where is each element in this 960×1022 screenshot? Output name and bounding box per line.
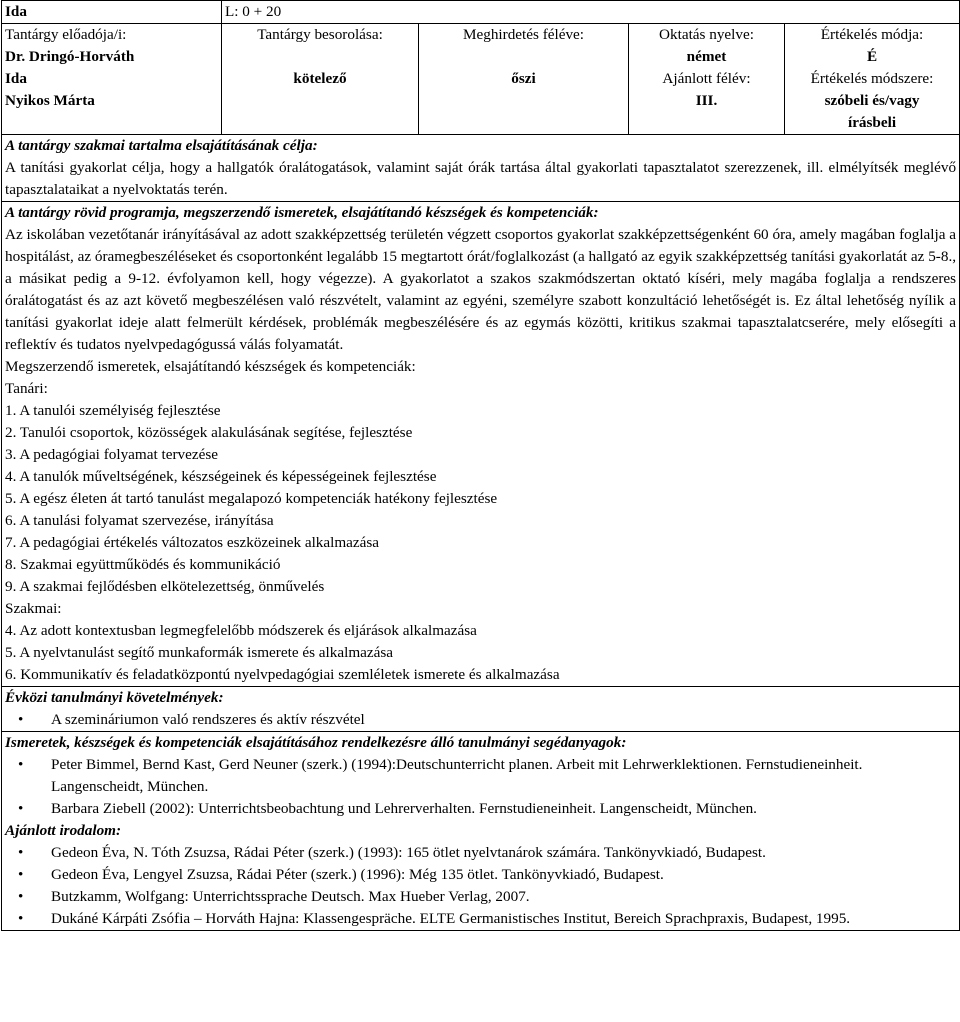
recommended-semester-label: Ajánlott félév: — [662, 70, 751, 87]
literature-list — [5, 842, 956, 930]
semester-value: őszi — [511, 70, 536, 87]
materials-list — [5, 754, 956, 820]
requirements-cell — [2, 687, 960, 732]
list-item: • Peter Bimmel, Bernd Kast, Gerd Neuner (szerk.) (1994):Deutschunterricht planen. Arbeit mit Lehrwerklektionen. Fernstudieneinheit. Langenscheidt, München. — [51, 754, 956, 798]
professional-competency-item: 4. Az adott kontextusban legmegfelelőbb módszerek és eljárások alkalmazása — [5, 622, 477, 639]
literature-heading: Ajánlott irodalom: — [5, 822, 122, 839]
goal-text: A tanítási gyakorlat célja, hogy a hallgatók óralátogatások, valamint saját órák tartása által gyakorlati tapasztalatot szerezzenek, ill. elmélyítsék meglévő tapasztalataikat a nyelvoktatás terén. — [5, 159, 957, 198]
program-paragraph: Az iskolában vezetőtanár irányításával az adott szakképzettség területén végzett csoportos gyakorlat szakképzettségenként 60 óra, amely magában foglalja a hospitálást, az óramegbeszéléseket és csoportonként legalább 15 megtartott órát/foglalkozást (a hallgató az egyik szakképzettség tanítási gyakorlatát az 5-8., a másikat pedig a 9-12. évfolyamon kell, hogy végezze). A gyakorlatot a szakos szakmódszertan oktató kíséri, mely magába foglalja a rendszeres óralátogatást és az azt követő megbeszélésen való részvételt, valamint az egyéni, személyre szabott konzultáció lehetőségét is. Ez által lehetőség nyílik a tanítási gyakorlat ideje alatt felmerült kérdések, problémák megbeszélésére és az egymás közötti, kritikus szakmai tapasztalatcserére, mely elősegíti a reflektív és tudatos nyelvpedagógussá válás folyamatát. — [5, 226, 957, 353]
teacher-competency-item: 7. A pedagógiai értékelés változatos eszközeinek alkalmazása — [5, 534, 380, 551]
eval-method-value-2: írásbeli — [847, 114, 897, 131]
eval-mode-value: É — [866, 48, 878, 65]
list-item: • Gedeon Éva, N. Tóth Zsuzsa, Rádai Péter (szerk.) (1993): 165 ötlet nyelvtanárok számára. Tankönyvkiadó, Budapest. — [51, 842, 956, 864]
professional-competency-item: 5. A nyelvtanulást segítő munkaformák ismerete és alkalmazása — [5, 644, 394, 661]
list-item: • Butzkamm, Wolfgang: Unterrichtssprache Deutsch. Max Hueber Verlag, 2007. — [51, 886, 956, 908]
eval-method-label: Értékelés módszere: — [810, 70, 934, 87]
credits-cell — [222, 1, 960, 24]
competencies-label: Megszerzendő ismeretek, elsajátítandó készségek és kompetenciák: — [5, 358, 416, 375]
materials-heading: Ismeretek, készségek és kompetenciák elsajátításához rendelkezésre álló tanulmányi segédanyagok: — [5, 734, 627, 751]
goal-cell — [2, 135, 960, 202]
semester-label: Meghirdetés féléve: — [462, 26, 585, 43]
list-item: • A szemináriumon való rendszeres és aktív részvétel — [51, 709, 956, 731]
lecturer-cell — [2, 24, 222, 135]
requirements-list — [5, 709, 956, 731]
requirements-heading: Évközi tanulmányi követelmények: — [5, 689, 224, 706]
teacher-competency-item: 5. A egész életen át tartó tanulást megalapozó kompetenciák hatékony fejlesztése — [5, 490, 498, 507]
classification-cell — [222, 24, 419, 135]
teacher-competency-item: 6. A tanulási folyamat szervezése, irányítása — [5, 512, 274, 529]
professional-competency-item: 6. Kommunikatív és feladatközpontú nyelvpedagógiai szemléletek ismerete és alkalmazása — [5, 666, 560, 683]
teacher-competency-item: 4. A tanulók műveltségének, készségeinek és képességeinek fejlesztése — [5, 468, 437, 485]
teacher-competency-item: 9. A szakmai fejlődésben elkötelezettség, önművelés — [5, 578, 325, 595]
list-item: • Gedeon Éva, Lengyel Zsuzsa, Rádai Péter (szerk.) (1996): Még 135 ötlet. Tankönyvkiadó, Budapest. — [51, 864, 956, 886]
language-cell — [629, 24, 785, 135]
program-heading: A tantárgy rövid programja, megszerzendő ismeretek, elsajátítandó készségek és kompetenciák: — [5, 204, 599, 221]
credits: L: 0 + 20 — [225, 3, 282, 20]
course-description-table — [1, 0, 960, 931]
lecturer-name-3: Nyikos Márta — [5, 92, 95, 109]
subject-name-cell — [2, 1, 222, 24]
teacher-competencies-label: Tanári: — [5, 380, 48, 397]
classification-value: kötelező — [293, 70, 347, 87]
teacher-competency-item: 2. Tanulói csoportok, közösségek alakulásának segítése, fejlesztése — [5, 424, 413, 441]
subject-name: Ida — [5, 3, 27, 20]
materials-cell — [2, 732, 960, 931]
recommended-semester-value: III. — [695, 92, 718, 109]
program-cell — [2, 202, 960, 687]
list-item: • Barbara Ziebell (2002): Unterrichtsbeobachtung und Lehrerverhalten. Fernstudieneinheit. Langenscheidt, München. — [51, 798, 956, 820]
list-item: • Dukáné Kárpáti Zsófia – Horváth Hajna: Klassengespräche. ELTE Germanistisches Institut, Bereich Sprachpraxis, Budapest, 1995. — [51, 908, 956, 930]
semester-cell — [419, 24, 629, 135]
lecturer-label: Tantárgy előadója/i: — [5, 26, 127, 43]
eval-method-value-1: szóbeli és/vagy — [824, 92, 920, 109]
language-value: német — [686, 48, 727, 65]
lecturer-name-2: Ida — [5, 70, 27, 87]
professional-competencies-label: Szakmai: — [5, 600, 62, 617]
lecturer-name-1: Dr. Dringó-Horváth — [5, 48, 135, 65]
teacher-competency-item: 3. A pedagógiai folyamat tervezése — [5, 446, 218, 463]
eval-mode-label: Értékelés módja: — [820, 26, 924, 43]
teacher-competency-item: 8. Szakmai együttműködés és kommunikáció — [5, 556, 281, 573]
teacher-competency-item: 1. A tanulói személyiség fejlesztése — [5, 402, 221, 419]
evaluation-cell — [785, 24, 960, 135]
goal-heading: A tantárgy szakmai tartalma elsajátításának célja: — [5, 137, 318, 154]
classification-label: Tantárgy besorolása: — [257, 26, 383, 43]
language-label: Oktatás nyelve: — [659, 26, 754, 43]
